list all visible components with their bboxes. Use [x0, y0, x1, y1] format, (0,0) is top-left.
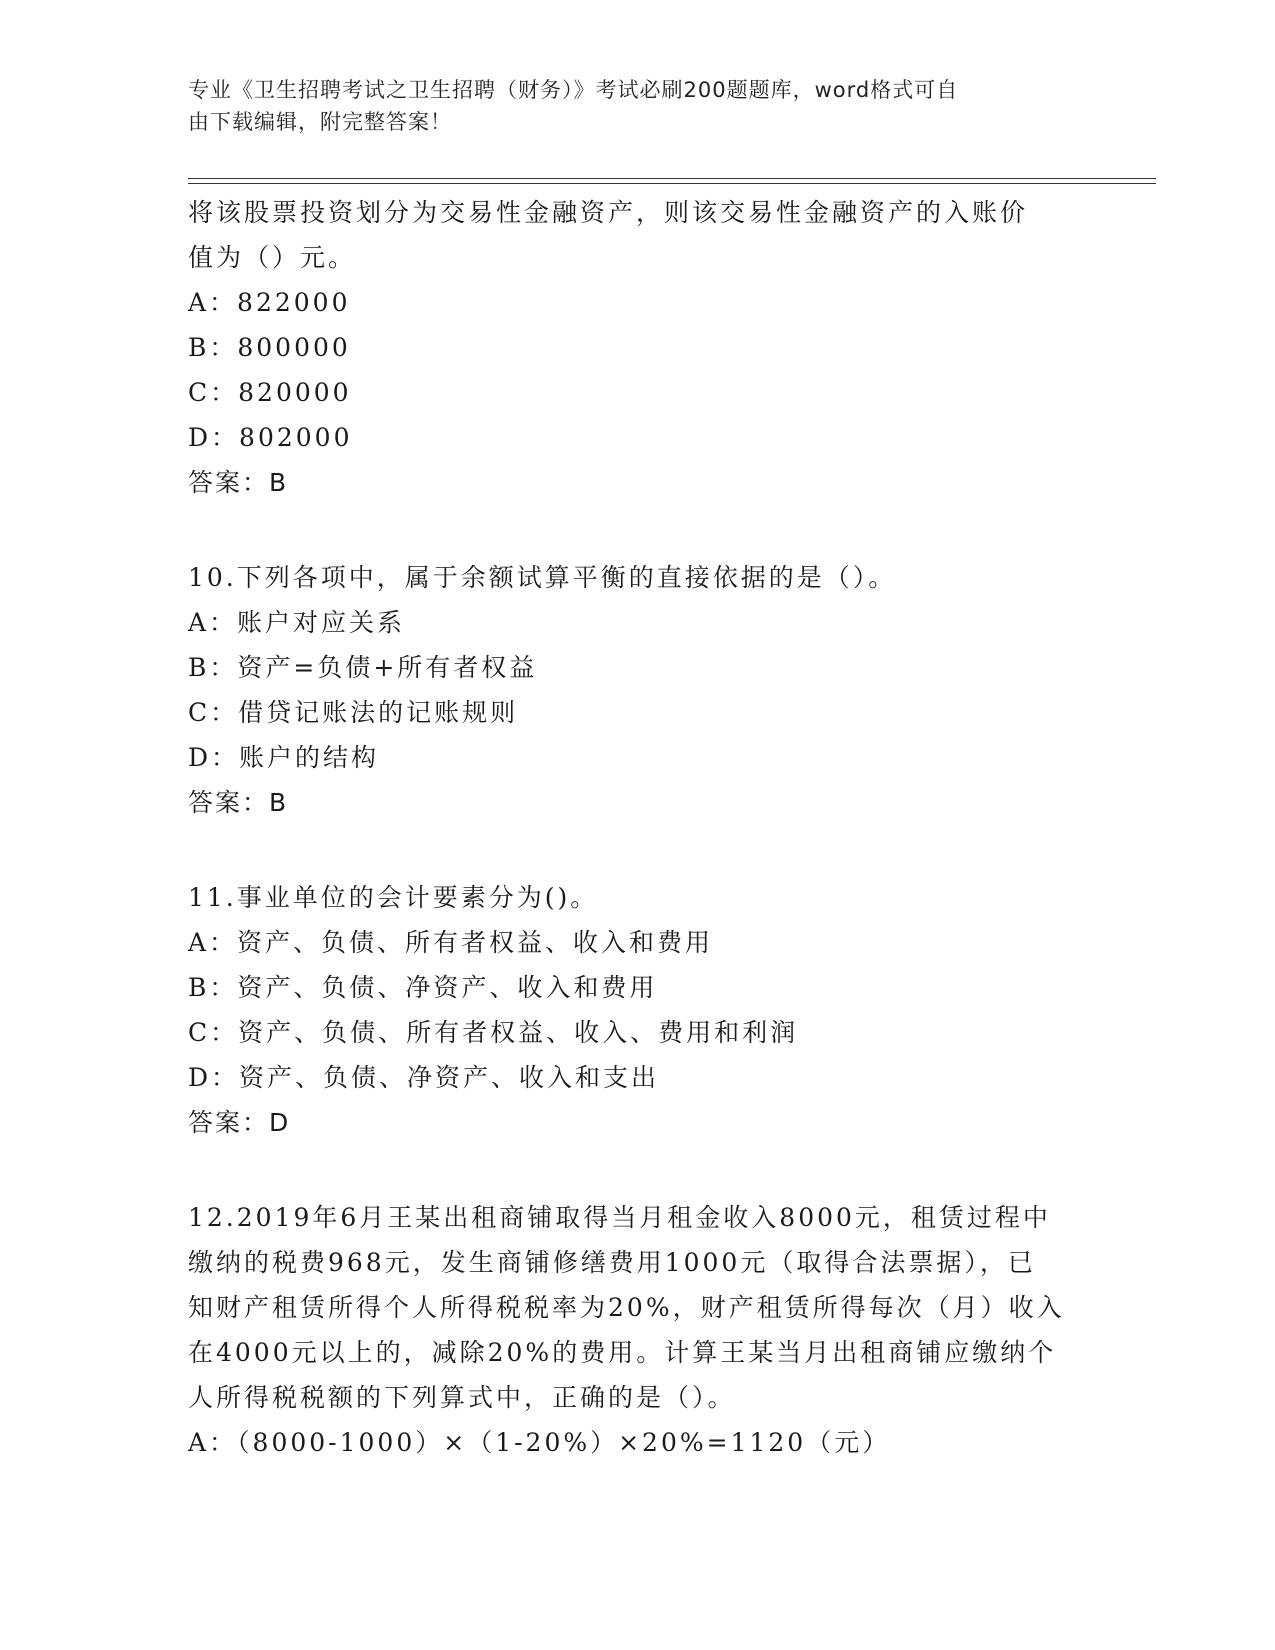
question-9: [188, 190, 1088, 505]
question-text: 在4000元以上的，减除20%的费用。计算王某当月出租商铺应缴纳个: [188, 1338, 1057, 1367]
spacer: [188, 505, 1088, 555]
option-b: B：资产=负债+所有者权益: [188, 653, 538, 682]
question-text: 10.下列各项中，属于余额试算平衡的直接依据的是（）。: [188, 563, 897, 592]
question-10: [188, 555, 1088, 825]
document-header: [188, 74, 1068, 138]
question-12: [188, 1195, 1088, 1465]
spacer: [188, 1145, 1088, 1195]
option-b: B：800000: [188, 333, 351, 362]
answer: 答案：D: [188, 1108, 291, 1137]
question-text: 知财产租赁所得个人所得税税率为20%，财产租赁所得每次（月）收入: [188, 1293, 1065, 1322]
header-rule-bottom: [188, 183, 1156, 184]
option-a: A：（8000-1000）×（1-20%）×20%=1120（元）: [188, 1428, 891, 1457]
question-11: [188, 875, 1088, 1145]
question-text: 值为（）元。: [188, 243, 357, 272]
option-a: A：822000: [188, 288, 351, 317]
option-a: A：账户对应关系: [188, 608, 406, 637]
option-d: D：资产、负债、净资产、收入和支出: [188, 1063, 660, 1092]
answer: 答案：B: [188, 468, 289, 497]
question-text: 12.2019年6月王某出租商铺取得当月租金收入8000元，租赁过程中: [188, 1203, 1051, 1232]
document-body: [188, 190, 1088, 1465]
option-c: C：资产、负债、所有者权益、收入、费用和利润: [188, 1018, 799, 1047]
spacer: [188, 825, 1088, 875]
question-text: 缴纳的税费968元，发生商铺修缮费用1000元（取得合法票据），已: [188, 1248, 1036, 1277]
option-c: C：借贷记账法的记账规则: [188, 698, 519, 727]
option-b: B：资产、负债、净资产、收入和费用: [188, 973, 658, 1002]
question-text: 人所得税税额的下列算式中，正确的是（）。: [188, 1383, 736, 1412]
header-rule-top: [188, 178, 1156, 179]
option-a: A：资产、负债、所有者权益、收入和费用: [188, 928, 714, 957]
option-d: D：802000: [188, 423, 353, 452]
option-c: C：820000: [188, 378, 352, 407]
question-text: 11.事业单位的会计要素分为()。: [188, 883, 599, 912]
header-line-1: 专业《卫生招聘考试之卫生招聘（财务）》考试必刷200题题库，word格式可自: [188, 78, 959, 102]
header-line-2: 由下载编辑，附完整答案！: [188, 110, 452, 134]
answer: 答案：B: [188, 788, 289, 817]
question-text: 将该股票投资划分为交易性金融资产，则该交易性金融资产的入账价: [188, 198, 1029, 227]
option-d: D：账户的结构: [188, 743, 380, 772]
